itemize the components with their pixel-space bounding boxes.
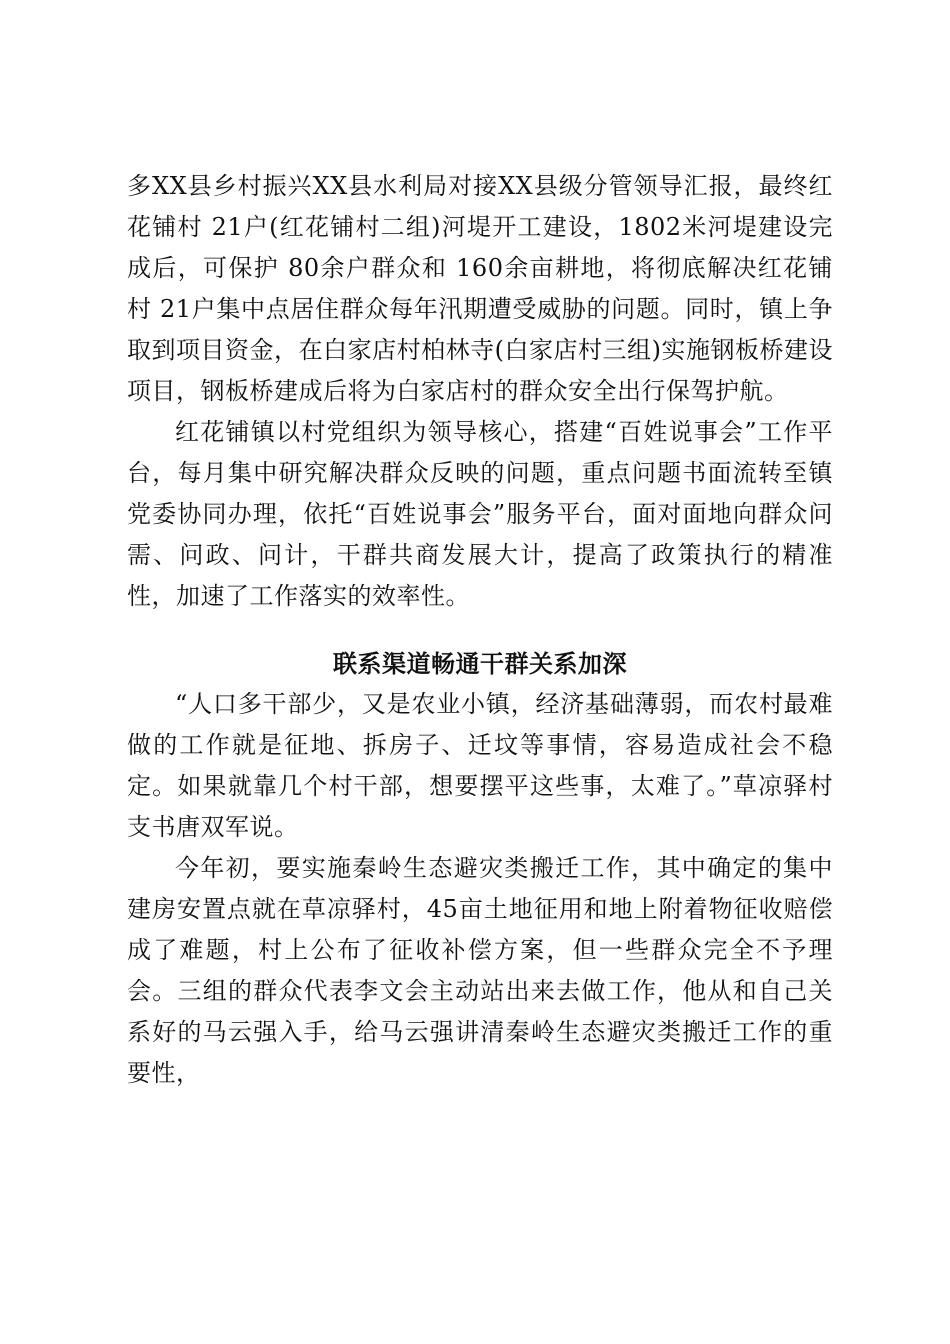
paragraph-continued: 多XX县乡村振兴XX县水利局对接XX县级分管领导汇报，最终红花铺村 21户(红花铺村二组)河堤开工建设，1802米河堤建设完成后，可保护 80余户群众和 160余亩耕地，将彻底解决红花铺村 21户集中点居住群众每年汛期遭受威胁的问题。同时，镇上争取到项目资金，在白家店村柏林寺(白家店村三组)实施钢板桥建设项目，钢板桥建成后将为白家店村的群众安全出行保驾护航。 (127, 172, 833, 405)
section-heading: 联系渠道畅通干群关系加深 (333, 649, 627, 678)
paragraph-relocation: 今年初，要实施秦岭生态避灾类搬迁工作，其中确定的集中建房安置点就在草凉驿村，45亩土地征用和地上附着物征收赔偿成了难题，村上公布了征收补偿方案，但一些群众完全不予理会。三组的群众代表李文会主动站出来去做工作，他从和自己关系好的马云强入手，给马云强讲清秦岭生态避灾类搬迁工作的重要性， (127, 854, 833, 1087)
document-page (127, 166, 833, 1094)
paragraph-quote: “人口多干部少，又是农业小镇，经济基础薄弱，而农村最难做的工作就是征地、拆房子、迁坟等事情，容易造成社会不稳定。如果就靠几个村干部，想要摆平这些事，太难了。”草凉驿村支书唐双军说。 (127, 690, 833, 841)
paragraph-baixing-shuoshihui: 红花铺镇以村党组织为领导核心，搭建“百姓说事会”工作平台，每月集中研究解决群众反映的问题，重点问题书面流转至镇党委协同办理，依托“百姓说事会”服务平台，面对面地向群众问需、问政、问计，干群共商发展大计，提高了政策执行的精准性，加速了工作落实的效率性。 (127, 418, 833, 610)
